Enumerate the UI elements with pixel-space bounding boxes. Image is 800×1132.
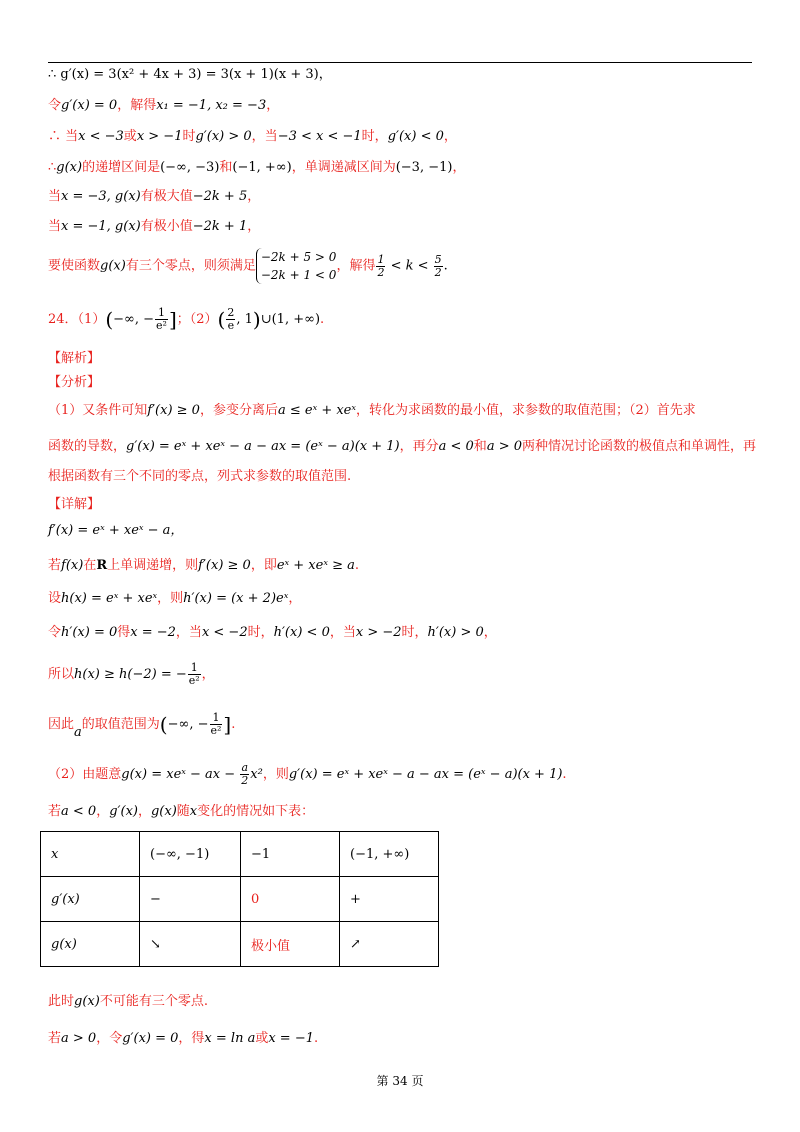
line-sign-analysis: ∴ 当x < −3或x > −1时g′(x) > 0，当−3 < x < −1时，g′(x) < 0， <box>48 129 457 144</box>
line-derivative <box>48 66 332 84</box>
line-solve-roots: 令g′(x) = 0，解得x₁ = −1, x₂ = −3， <box>48 98 280 113</box>
fraction: $\frac{a}{2}$ <box>241 761 249 787</box>
header-rule <box>48 62 752 63</box>
table-row: x (−∞, −1) −1 (−1, +∞) <box>41 832 439 877</box>
variation-table <box>40 831 439 967</box>
page-number: 第 34 页 <box>376 1074 424 1088</box>
analysis-line-2: 函数的导数，g′(x) = eˣ + xeˣ − a − ax = (eˣ − a)(x + 1)，再分a < 0和a > 0两种情况讨论函数的极值点和单调性，再 <box>48 439 757 454</box>
inequality-system: −2k + 5 > 0 −2k + 1 < 0 <box>256 248 337 284</box>
analysis-line-1: （1）又条件可知f′(x) ≥ 0，参变分离后a ≤ eˣ + xeˣ，转化为求函数的最小值，求参数的取值范围；（2）首先求 <box>48 403 696 418</box>
fraction: $\frac{2}{e}$ <box>227 306 235 332</box>
heading-jiexi: 【解析】 <box>48 351 101 366</box>
table-row: g(x) ↘ 极小值 ↗ <box>41 922 439 967</box>
fraction: $\frac{1}{\text{e²}}$ <box>188 661 200 687</box>
fraction: $\frac{1}{\text{e²}}$ <box>210 711 222 737</box>
detail-line-8: 若a < 0，g′(x)，g(x)随x变化的情况如下表： <box>48 804 315 819</box>
detail-line-2: 若f(x)在R上单调递增，则f′(x) ≥ 0，即eˣ + xeˣ ≥ a. <box>48 558 359 573</box>
detail-line-7: （2）由题意g(x) = xeˣ − ax − $\frac{a}{2}$ x²，则g′(x) = eˣ + xeˣ − a − ax = (eˣ − a)(x + 1). <box>48 761 567 787</box>
heading-xiangjie: 【详解】 <box>48 497 101 512</box>
detail-line-4: 令h′(x) = 0得x = −2，当x < −2时，h′(x) < 0，当x > −2时，h′(x) > 0， <box>48 625 497 640</box>
detail-line-1: f′(x) = eˣ + xeˣ − a， <box>48 523 184 538</box>
fraction: $\frac{5}{2}$ <box>434 252 442 279</box>
detail-line-6: 因此a的取值范围为(−∞, − $\frac{1}{\text{e²}}$ ]. <box>48 711 236 740</box>
detail-line-3: 设h(x) = eˣ + xeˣ，则h′(x) = (x + 2)eˣ， <box>48 591 302 606</box>
question-number: 24． <box>48 312 78 327</box>
detail-line-5: 所以h(x) ≥ h(−2) = − $\frac{1}{\text{e²}}$ ， <box>48 661 215 687</box>
analysis-line-3: 根据函数有三个不同的零点，列式求参数的取值范围. <box>48 469 352 484</box>
line-local-min: 当x = −1, g(x)有极小值−2k + 1， <box>48 219 261 234</box>
fraction: $\frac{1}{\text{e²}}$ <box>156 306 167 332</box>
answer-24: 24．（1）(−∞, − $\frac{1}{\text{e²}}$ ]；（2）( $\frac{2}{e}$ , 1)∪(1, +∞). <box>48 306 325 332</box>
table-row: g′(x) − 0 + <box>41 877 439 922</box>
detail-line-10: 若a > 0，令g′(x) = 0，得x = ln a或x = −1. <box>48 1031 319 1046</box>
heading-fenxi: 【分析】 <box>48 375 101 390</box>
formula-derivative: ∴ g′(x) = 3(x² + 4x + 3) = 3(x + 1)(x + 3)， <box>48 67 332 82</box>
line-monotonic-intervals: ∴g(x)的递增区间是(−∞, −3)和(−1, +∞)，单调递减区间为(−3, −1)， <box>48 160 466 175</box>
line-three-zeros-condition: 要使函数g(x)有三个零点，则须满足 −2k + 5 > 0 −2k + 1 < 0 ，解得 $\frac{1}{2}$ < k < $\frac{5}{2}$ . <box>48 250 448 282</box>
detail-line-9: 此时g(x)不可能有三个零点. <box>48 994 208 1009</box>
fraction: $\frac{1}{2}$ <box>377 252 385 279</box>
line-local-max: 当x = −3, g(x)有极大值−2k + 5， <box>48 189 261 204</box>
decreasing-arrow-icon: ↘ <box>140 922 241 967</box>
increasing-arrow-icon: ↗ <box>340 922 439 967</box>
